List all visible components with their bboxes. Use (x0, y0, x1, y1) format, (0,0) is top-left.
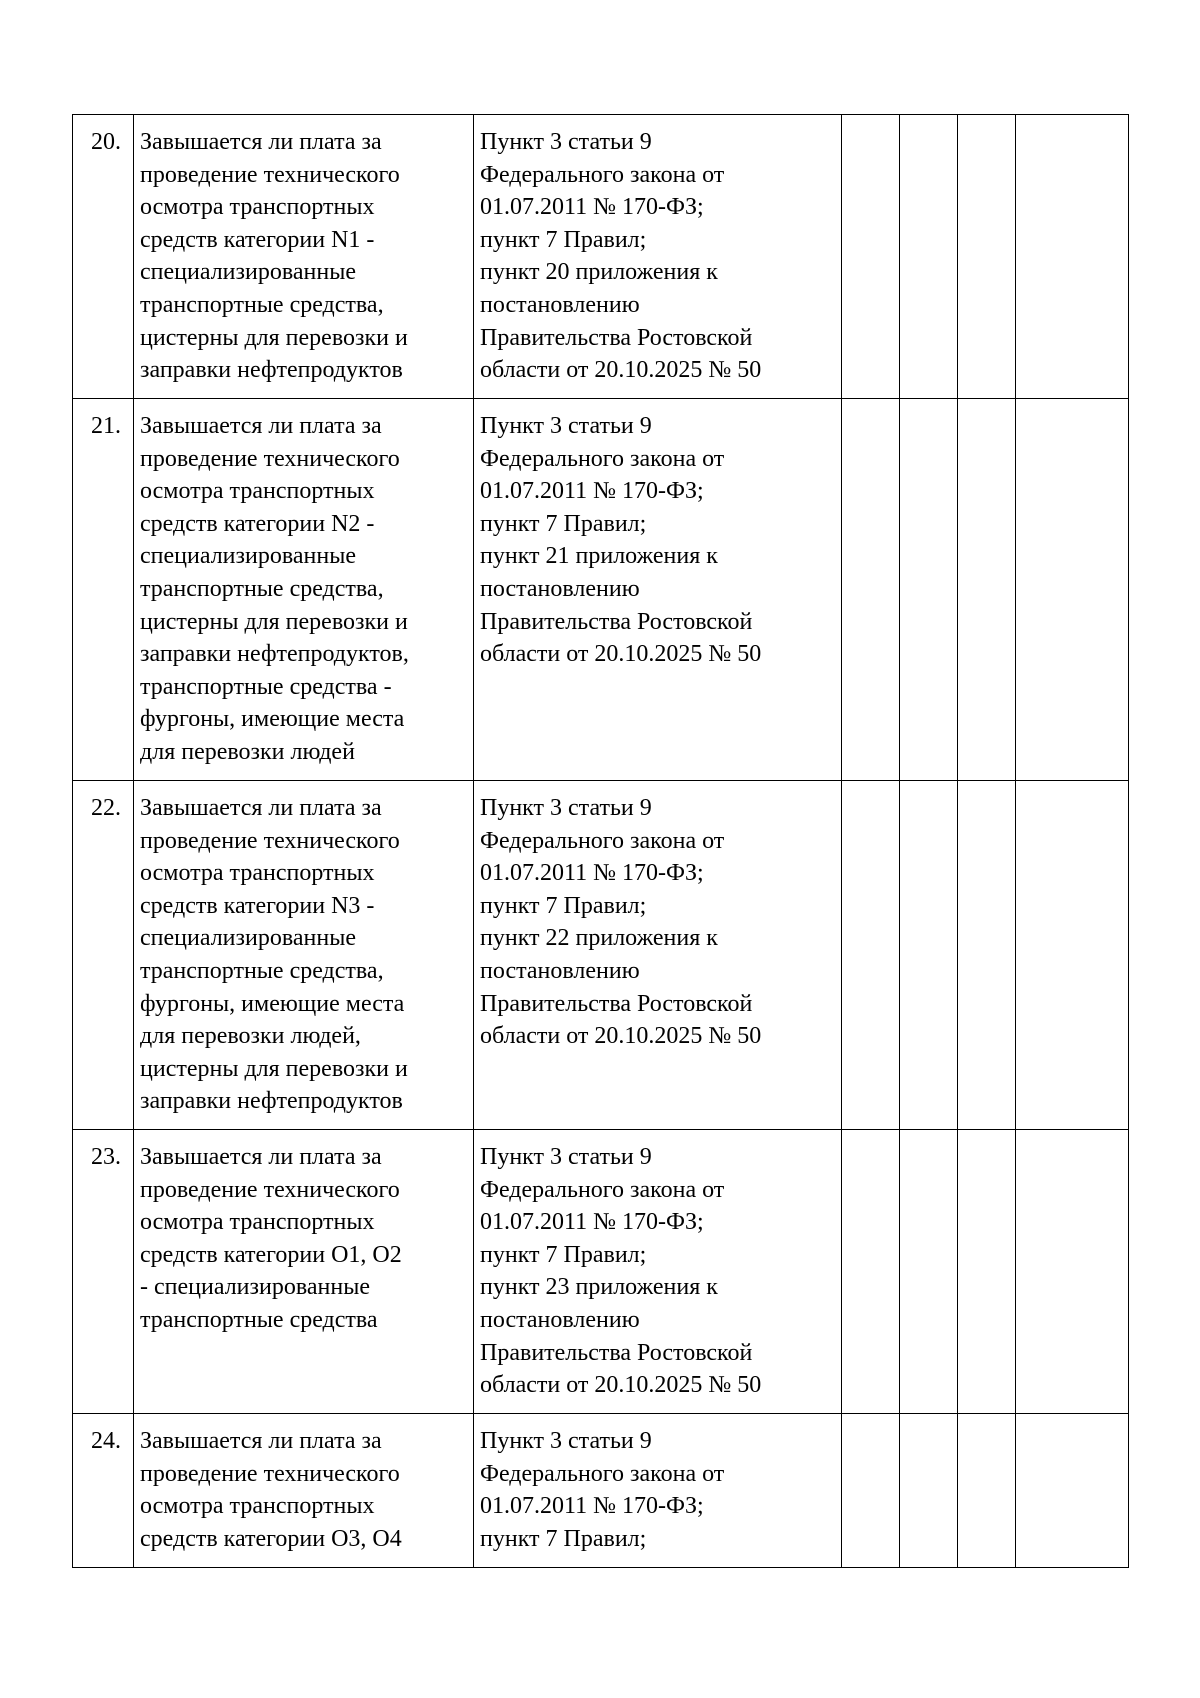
table-row (73, 115, 1129, 399)
checklist-table (72, 114, 1129, 1568)
legal-basis-cell: Пункт 3 статьи 9 Федерального закона от 01.07.2011 № 170-ФЗ; пункт 7 Правил; пункт 20 приложения к постановлению Правительства Ростовской области от 20.10.2025 № 50 (474, 115, 842, 399)
table-row (73, 1130, 1129, 1414)
question-cell: Завышается ли плата за проведение технического осмотра транспортных средств категории O3, O4 (134, 1414, 474, 1568)
table-row (73, 1414, 1129, 1568)
note-cell (1016, 781, 1129, 1130)
question-cell: Завышается ли плата за проведение технического осмотра транспортных средств категории N2 - специализированные транспортные средства, цистерны для перевозки и заправки нефтепродуктов, транспортные средства - фургоны, имеющие места для перевозки людей (134, 399, 474, 781)
answer-no-cell (900, 1130, 958, 1414)
legal-basis-cell: Пункт 3 статьи 9 Федерального закона от 01.07.2011 № 170-ФЗ; пункт 7 Правил; (474, 1414, 842, 1568)
answer-not-applicable-cell (958, 1130, 1016, 1414)
legal-basis-cell: Пункт 3 статьи 9 Федерального закона от 01.07.2011 № 170-ФЗ; пункт 7 Правил; пункт 21 приложения к постановлению Правительства Ростовской области от 20.10.2025 № 50 (474, 399, 842, 781)
answer-yes-cell (842, 1130, 900, 1414)
row-number: 20. (73, 115, 134, 399)
answer-not-applicable-cell (958, 115, 1016, 399)
note-cell (1016, 1414, 1129, 1568)
row-number: 22. (73, 781, 134, 1130)
note-cell (1016, 399, 1129, 781)
question-cell: Завышается ли плата за проведение технического осмотра транспортных средств категории N1 - специализированные транспортные средства, цистерны для перевозки и заправки нефтепродуктов (134, 115, 474, 399)
question-cell: Завышается ли плата за проведение технического осмотра транспортных средств категории N3 - специализированные транспортные средства, фургоны, имеющие места для перевозки людей, цистерны для перевозки и заправки нефтепродуктов (134, 781, 474, 1130)
note-cell (1016, 115, 1129, 399)
row-number: 24. (73, 1414, 134, 1568)
legal-basis-cell: Пункт 3 статьи 9 Федерального закона от 01.07.2011 № 170-ФЗ; пункт 7 Правил; пункт 23 приложения к постановлению Правительства Ростовской области от 20.10.2025 № 50 (474, 1130, 842, 1414)
note-cell (1016, 1130, 1129, 1414)
answer-yes-cell (842, 115, 900, 399)
answer-no-cell (900, 781, 958, 1130)
table-row (73, 781, 1129, 1130)
answer-not-applicable-cell (958, 399, 1016, 781)
answer-not-applicable-cell (958, 1414, 1016, 1568)
answer-no-cell (900, 1414, 958, 1568)
answer-no-cell (900, 399, 958, 781)
legal-basis-cell: Пункт 3 статьи 9 Федерального закона от 01.07.2011 № 170-ФЗ; пункт 7 Правил; пункт 22 приложения к постановлению Правительства Ростовской области от 20.10.2025 № 50 (474, 781, 842, 1130)
document-page (72, 114, 1128, 1568)
answer-yes-cell (842, 399, 900, 781)
row-number: 23. (73, 1130, 134, 1414)
row-number: 21. (73, 399, 134, 781)
table-row (73, 399, 1129, 781)
answer-yes-cell (842, 781, 900, 1130)
answer-yes-cell (842, 1414, 900, 1568)
question-cell: Завышается ли плата за проведение технического осмотра транспортных средств категории O1, O2 - специализированные транспортные средства (134, 1130, 474, 1414)
answer-no-cell (900, 115, 958, 399)
answer-not-applicable-cell (958, 781, 1016, 1130)
